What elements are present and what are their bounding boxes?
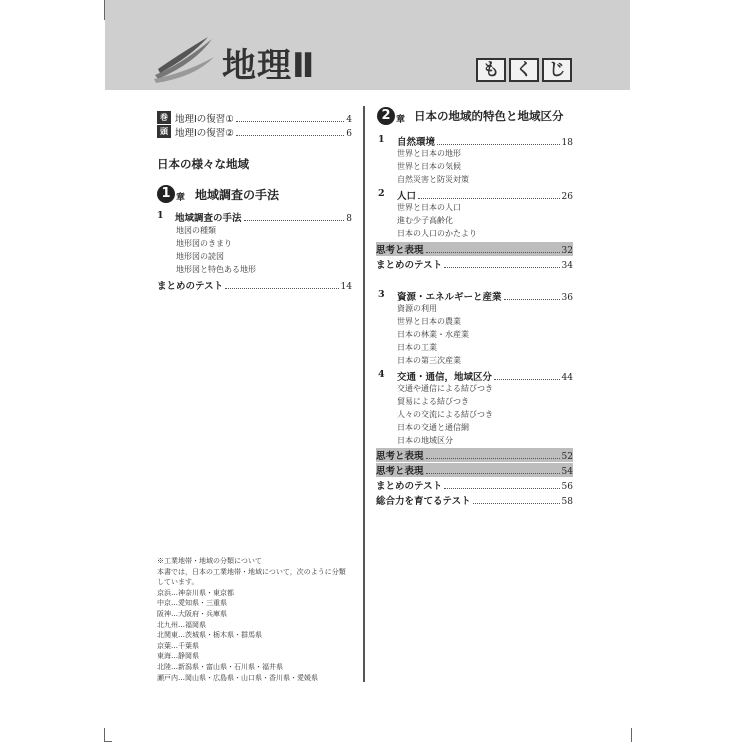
entry-page: 52 (561, 452, 573, 462)
footnote-line: 瀬戸内…岡山県・広島県・山口県・香川県・愛媛県 (157, 673, 318, 682)
subsection-item: 交通や通信による結びつき (397, 384, 493, 393)
footnote-line: 京浜…神奈川県・東京都 (157, 588, 234, 597)
chapter-number-icon: 1 (157, 185, 175, 203)
subsection-item: 日本の林業・水産業 (397, 330, 469, 339)
footnote-line: しています。 (157, 578, 199, 587)
section-number: 4 (378, 369, 385, 380)
section-number: 1 (378, 134, 385, 145)
toc-entry-review-2[interactable] (175, 125, 352, 139)
toc-badge-char: じ (542, 58, 572, 82)
page-title: 地理Ⅱ (222, 46, 316, 86)
leader-dots (236, 121, 344, 122)
entry-label: まとめのテスト (157, 281, 224, 292)
subsection-item: 人々の交流による結びつき (397, 410, 493, 419)
entry-page: 32 (561, 246, 573, 256)
entry-label: 自然環境 (397, 137, 436, 148)
leader-dots (504, 299, 560, 300)
toc-badge-char: も (476, 58, 506, 82)
entry-label: 総合力を育てるテスト (376, 496, 471, 507)
footnote-line: 京葉…千葉県 (157, 641, 199, 650)
section-number: 3 (378, 289, 385, 300)
footnote-line: 北関東…茨城県・栃木県・群馬県 (157, 631, 262, 640)
subsection-item: 日本の交通と通信網 (397, 423, 469, 432)
toc-entry-section[interactable] (397, 289, 573, 303)
entry-label: 地理Ⅰの復習① (175, 114, 234, 125)
entry-label: 人口 (397, 191, 417, 202)
leader-dots (494, 379, 560, 380)
subsection-item: 地形図の読図 (176, 252, 224, 261)
entry-label: 思考と表現 (376, 466, 424, 477)
subsection-item: 世界と日本の地形 (397, 149, 461, 158)
subsection-item: 地形図のきまり (176, 239, 232, 248)
toc-entry-shikou[interactable] (376, 463, 573, 477)
crop-mark (631, 728, 632, 742)
leader-dots (244, 220, 345, 221)
section-number: 2 (378, 188, 385, 199)
subsection-item: 世界と日本の人口 (397, 203, 461, 212)
chapter-label: 章 (176, 193, 186, 203)
entry-page: 34 (561, 261, 573, 271)
swoosh-logo-icon (150, 35, 220, 85)
subsection-item: 自然災害と防災対策 (397, 175, 469, 184)
footnote-line: 阪神…大阪府・兵庫県 (157, 609, 227, 618)
kantou-badge: 巻 (157, 111, 171, 124)
entry-page: 6 (346, 129, 352, 139)
entry-page: 14 (340, 282, 352, 292)
leader-dots (418, 198, 560, 199)
toc-entry-section[interactable] (397, 188, 573, 202)
toc-entry-section[interactable] (397, 369, 573, 383)
leader-dots (236, 135, 344, 136)
entry-page: 54 (561, 467, 573, 477)
entry-label: 地域調査の手法 (175, 213, 242, 224)
subsection-item: 資源の利用 (397, 304, 437, 313)
leader-dots (426, 473, 560, 474)
leader-dots (444, 488, 559, 489)
entry-page: 18 (561, 138, 573, 148)
toc-entry-section[interactable] (397, 134, 573, 148)
toc-entry-review-1[interactable] (175, 111, 352, 125)
subsection-item: 進む少子高齢化 (397, 216, 453, 225)
section-number: 1 (157, 210, 164, 221)
leader-dots (225, 288, 338, 289)
entry-page: 8 (346, 214, 352, 224)
entry-page: 36 (561, 293, 573, 303)
chapter-label: 章 (396, 115, 406, 125)
subsection-item: 地形図と特色ある地形 (176, 265, 256, 274)
toc-entry-shikou[interactable] (376, 242, 573, 256)
entry-label: 資源・エネルギーと産業 (397, 292, 502, 303)
entry-label: 思考と表現 (376, 245, 424, 256)
subsection-item: 日本の第三次産業 (397, 356, 461, 365)
toc-entry-section[interactable] (175, 210, 352, 224)
leader-dots (473, 503, 560, 504)
entry-page: 58 (561, 497, 573, 507)
chapter-title: 地域調査の手法 (195, 188, 280, 202)
kantou-badge: 頭 (157, 125, 171, 138)
leader-dots (426, 458, 560, 459)
toc-entry-comprehensive-test[interactable] (376, 493, 573, 507)
footnote-line: 本書では，日本の工業地帯・地域について，次のように分類 (157, 567, 346, 576)
subsection-item: 貿易による結びつき (397, 397, 469, 406)
entry-page: 26 (561, 192, 573, 202)
chapter-number-icon: 2 (377, 107, 395, 125)
chapter-title: 日本の地域的特色と地域区分 (414, 109, 564, 123)
footnote-line: ※工業地帯・地域の分類について (157, 557, 262, 565)
leader-dots (437, 144, 560, 145)
footnote-line: 北陸…新潟県・富山県・石川県・福井県 (157, 662, 283, 671)
toc-entry-test[interactable] (376, 478, 573, 492)
column-divider (363, 106, 365, 682)
subsection-item: 日本の地域区分 (397, 436, 453, 445)
entry-label: 地理Ⅰの復習② (175, 128, 234, 139)
subsection-item: 地図の種類 (176, 226, 216, 235)
footnote-line: 中京…愛知県・三重県 (157, 599, 227, 608)
part-title: 日本の様々な地域 (157, 157, 249, 171)
entry-page: 56 (561, 482, 573, 492)
toc-entry-test[interactable] (157, 278, 352, 292)
subsection-item: 世界と日本の農業 (397, 317, 461, 326)
footnote-line: 北九州…福岡県 (157, 620, 206, 629)
crop-mark (104, 728, 105, 742)
entry-page: 4 (346, 115, 352, 125)
leader-dots (444, 267, 559, 268)
toc-entry-test[interactable] (376, 257, 573, 271)
subsection-item: 日本の人口のかたより (397, 229, 477, 238)
subsection-item: 世界と日本の気候 (397, 162, 461, 171)
entry-label: 交通・通信，地域区分 (397, 372, 493, 383)
footnote-line: 東海…静岡県 (157, 652, 199, 661)
leader-dots (426, 252, 560, 253)
footnote (157, 556, 346, 683)
entry-label: 思考と表現 (376, 451, 424, 462)
toc-entry-shikou[interactable] (376, 448, 573, 462)
toc-badge (476, 58, 572, 82)
entry-label: まとめのテスト (376, 260, 443, 271)
toc-badge-char: く (509, 58, 539, 82)
entry-page: 44 (561, 373, 573, 383)
subsection-item: 日本の工業 (397, 343, 437, 352)
entry-label: まとめのテスト (376, 481, 443, 492)
